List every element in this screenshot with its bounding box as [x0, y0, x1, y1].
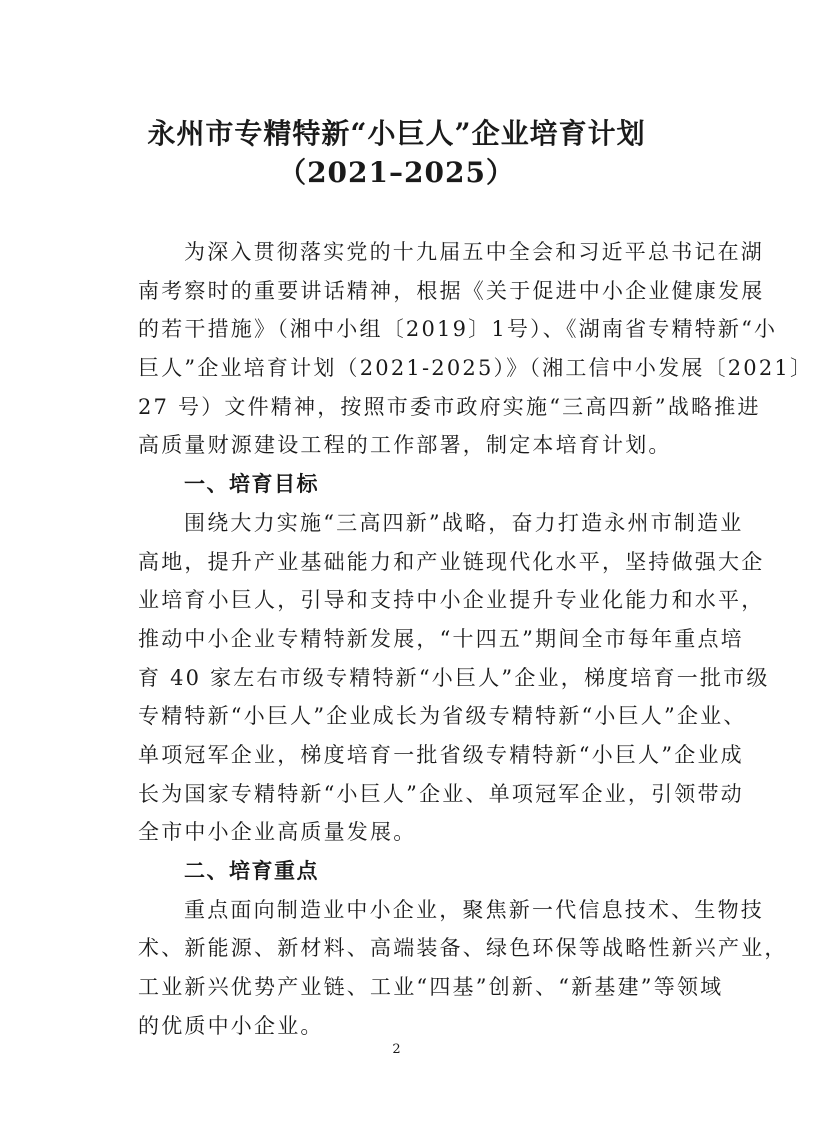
document-body — [138, 233, 813, 1045]
document-title: 永州市专精特新“小巨人”企业培育计划 — [147, 117, 646, 150]
paragraph-line: 围绕大力实施“三高四新”战略，奋力打造永州市制造业 — [184, 510, 744, 535]
paragraph-line: 业培育小巨人，引导和支持中小企业提升专业化能力和水平， — [138, 588, 765, 613]
paragraph-line: 巨人”企业培育计划（2021-2025）》（湘工信中小发展〔2021〕 — [138, 356, 813, 381]
paragraph-line: 重点面向制造业中小企业，聚焦新一代信息技术、生物技 — [184, 897, 764, 922]
paragraph-line: 的若干措施》（湘中小组〔2019〕1号）、《湖南省专精特新“小 — [138, 317, 778, 342]
section-heading-focus: 二、培育重点 — [184, 859, 319, 883]
paragraph-line: 长为国家专精特新“小巨人”企业、单项冠军企业，引领带动 — [138, 781, 744, 806]
document-years: （2021–2025） — [278, 156, 515, 189]
page-number: 2 — [392, 1042, 401, 1057]
paragraph-line: 为深入贯彻落实党的十九届五中全会和习近平总书记在湖 — [184, 240, 764, 264]
paragraph-line: 高质量财源建设工程的工作部署，制定本培育计划。 — [138, 433, 672, 458]
paragraph-line: 术、新能源、新材料、高端装备、绿色环保等战略性新兴产业， — [138, 936, 788, 961]
paragraph-line: 的优质中小企业。 — [138, 1013, 324, 1038]
paragraph-line: 27 号）文件精神，按照市委市政府实施“三高四新”战略推进 — [138, 394, 761, 419]
paragraph-line: 单项冠军企业，梯度培育一批省级专精特新“小巨人”企业成 — [138, 742, 744, 767]
paragraph-line: 南考察时的重要讲话精神，根据《关于促进中小企业健康发展 — [138, 278, 765, 303]
paragraph-line: 育 40 家左右市级专精特新“小巨人”企业，梯度培育一批市级 — [138, 665, 770, 690]
paragraph-line: 高地，提升产业基础能力和产业链现代化水平，坚持做强大企 — [138, 549, 765, 574]
paragraph-line: 专精特新“小巨人”企业成长为省级专精特新“小巨人”企业、 — [138, 704, 747, 729]
paragraph-line: 推动中小企业专精特新发展，“十四五”期间全市每年重点培 — [138, 626, 744, 651]
paragraph-line: 工业新兴优势产业链、工业“四基”创新、“新基建”等领域 — [138, 975, 724, 1000]
paragraph-line: 全市中小企业高质量发展。 — [138, 820, 417, 845]
section-heading-goals: 一、培育目标 — [184, 472, 319, 497]
